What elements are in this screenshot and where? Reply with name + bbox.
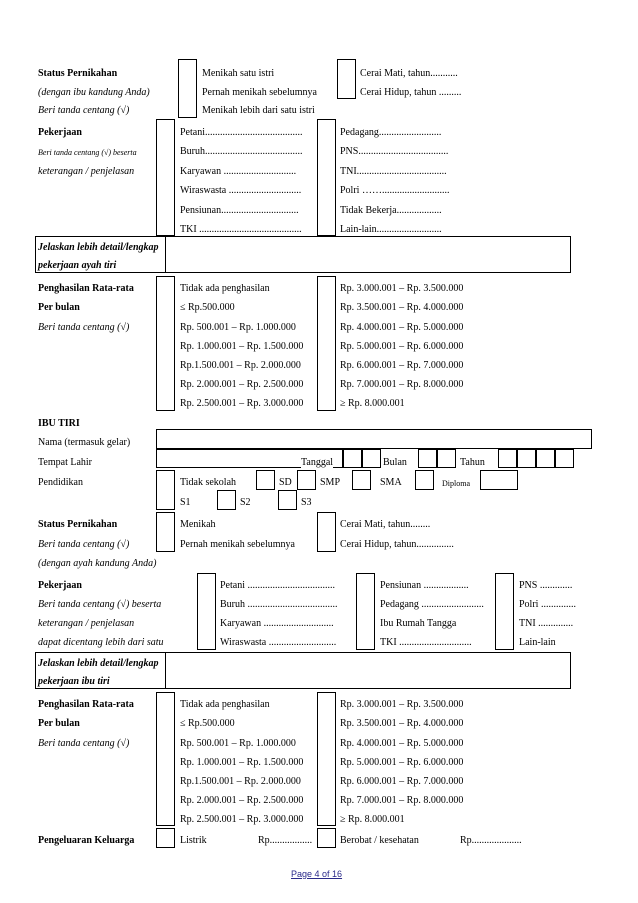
pekerjaan-checkbox-column[interactable]: [356, 573, 375, 650]
pekerjaan-option: Pedagang .........................: [380, 599, 484, 610]
penghasilan-option: Rp. 3.500.001 – Rp. 4.000.000: [340, 718, 464, 729]
status-checkbox-column[interactable]: [178, 59, 197, 118]
status-option: Pernah menikah sebelumnya: [180, 539, 295, 550]
tempat-lahir-label: Tempat Lahir: [38, 457, 92, 468]
status-note: (dengan ayah kandung Anda): [38, 558, 157, 569]
pendidikan-option: SMA: [380, 477, 402, 488]
pekerjaan-option: Pensiunan ..................: [380, 580, 469, 591]
pendidikan-checkbox-column[interactable]: [156, 470, 175, 510]
penghasilan-option: ≤ Rp.500.000: [180, 302, 235, 313]
pendidikan-option: SMP: [320, 477, 341, 488]
pekerjaan-detail-input[interactable]: [165, 236, 571, 273]
pekerjaan-option: Lain-lain: [519, 637, 556, 648]
pekerjaan-option: Buruh ....................................: [220, 599, 338, 610]
pekerjaan-option: Polri ……...........................: [340, 185, 450, 196]
pekerjaan-checkbox-column[interactable]: [197, 573, 216, 650]
status-title: Status Pernikahan: [38, 519, 118, 530]
status-note: Beri tanda centang (√): [38, 539, 130, 550]
penghasilan-option: Rp. 500.001 – Rp. 1.000.000: [180, 738, 296, 749]
penghasilan-option: Rp. 1.000.001 – Rp. 1.500.000: [180, 757, 304, 768]
pekerjaan-detail-input[interactable]: [165, 652, 571, 689]
tanggal-box[interactable]: [343, 449, 362, 468]
pekerjaan-option: Tidak Bekerja..................: [340, 205, 442, 216]
pendidikan-option: S3: [301, 497, 312, 508]
pekerjaan-option: Petani ...................................: [220, 580, 335, 591]
pendidikan-checkbox[interactable]: [415, 470, 434, 490]
detail-label: pekerjaan ayah tiri: [38, 260, 117, 271]
penghasilan-option: Rp. 2.000.001 – Rp. 2.500.000: [180, 795, 304, 806]
penghasilan-option: Rp. 5.000.001 – Rp. 6.000.000: [340, 757, 464, 768]
penghasilan-title: Penghasilan Rata-rata: [38, 283, 134, 294]
detail-label: pekerjaan ibu tiri: [38, 676, 110, 687]
status-option: Cerai Mati, tahun...........: [360, 68, 458, 79]
pekerjaan-option: PNS....................................: [340, 146, 449, 157]
pekerjaan-option: Wiraswasta ...........................: [220, 637, 337, 648]
penghasilan-option: Rp. 6.000.001 – Rp. 7.000.000: [340, 360, 464, 371]
penghasilan-checkbox-column[interactable]: [156, 276, 175, 411]
pekerjaan-option: TKI .........................................: [180, 224, 302, 235]
nama-label: Nama (termasuk gelar): [38, 437, 131, 448]
pendidikan-checkbox[interactable]: [278, 490, 297, 510]
tahun-box[interactable]: [555, 449, 574, 468]
pekerjaan-note: dapat dicentang lebih dari satu: [38, 637, 164, 648]
listrik-amount[interactable]: Rp.................: [258, 835, 313, 846]
tahun-box[interactable]: [517, 449, 536, 468]
pendidikan-option: SD: [279, 477, 292, 488]
pendidikan-checkbox[interactable]: [256, 470, 275, 490]
pekerjaan-option: Polri ..............: [519, 599, 576, 610]
penghasilan-note: Beri tanda centang (√): [38, 738, 130, 749]
penghasilan-option: Rp. 500.001 – Rp. 1.000.000: [180, 322, 296, 333]
status-option: Cerai Mati, tahun........: [340, 519, 431, 530]
berobat-label: Berobat / kesehatan: [340, 835, 419, 846]
detail-label: Jelaskan lebih detail/lengkap: [38, 242, 159, 253]
penghasilan-option: Rp.1.500.001 – Rp. 2.000.000: [180, 360, 301, 371]
pendidikan-checkbox[interactable]: [297, 470, 316, 490]
status-option: Pernah menikah sebelumnya: [202, 87, 317, 98]
pekerjaan-option: Wiraswasta .............................: [180, 185, 302, 196]
section-heading: IBU TIRI: [38, 418, 80, 429]
penghasilan-title: Penghasilan Rata-rata: [38, 699, 134, 710]
penghasilan-note: Beri tanda centang (√): [38, 322, 130, 333]
tahun-box[interactable]: [498, 449, 517, 468]
pekerjaan-title: Pekerjaan: [38, 580, 82, 591]
penghasilan-checkbox-column[interactable]: [156, 692, 175, 826]
pekerjaan-option: Karyawan .............................: [180, 166, 297, 177]
status-note: (dengan ibu kandung Anda): [38, 87, 150, 98]
diploma-input[interactable]: [480, 470, 518, 490]
status-checkbox-column[interactable]: [156, 512, 175, 552]
pendidikan-option: S2: [240, 497, 251, 508]
penghasilan-option: Rp. 2.000.001 – Rp. 2.500.000: [180, 379, 304, 390]
penghasilan-option: Tidak ada penghasilan: [180, 283, 270, 294]
pendidikan-label: Pendidikan: [38, 477, 83, 488]
berobat-amount[interactable]: Rp....................: [460, 835, 522, 846]
status-option: Cerai Hidup, tahun .........: [360, 87, 462, 98]
pekerjaan-option: Lain-lain..........................: [340, 224, 442, 235]
pekerjaan-note: keterangan / penjelasan: [38, 618, 135, 629]
penghasilan-option: Rp. 7.000.001 – Rp. 8.000.000: [340, 379, 464, 390]
status-note: Beri tanda centang (√): [38, 105, 130, 116]
penghasilan-checkbox-column[interactable]: [317, 276, 336, 411]
pekerjaan-checkbox-column[interactable]: [156, 119, 175, 236]
status-option: Menikah: [180, 519, 216, 530]
penghasilan-option: Rp. 6.000.001 – Rp. 7.000.000: [340, 776, 464, 787]
tahun-label: Tahun: [460, 457, 485, 468]
tanggal-box[interactable]: [362, 449, 381, 468]
pekerjaan-option: TNI....................................: [340, 166, 447, 177]
pekerjaan-option: Ibu Rumah Tangga: [380, 618, 457, 629]
pekerjaan-option: Pedagang.........................: [340, 127, 442, 138]
pendidikan-checkbox[interactable]: [217, 490, 236, 510]
penghasilan-checkbox-column[interactable]: [317, 692, 336, 826]
status-option: Menikah satu istri: [202, 68, 275, 79]
berobat-checkbox[interactable]: [317, 828, 336, 848]
bulan-box[interactable]: [418, 449, 437, 468]
penghasilan-option: Rp.1.500.001 – Rp. 2.000.000: [180, 776, 301, 787]
bulan-label: Bulan: [383, 457, 407, 468]
penghasilan-option: Rp. 3.500.001 – Rp. 4.000.000: [340, 302, 464, 313]
status-checkbox-column[interactable]: [337, 59, 356, 99]
pekerjaan-option: Petani.......................................: [180, 127, 303, 138]
penghasilan-option: ≤ Rp.500.000: [180, 718, 235, 729]
pekerjaan-checkbox-column[interactable]: [317, 119, 336, 236]
status-checkbox-column[interactable]: [317, 512, 336, 552]
tanggal-label: Tanggal: [301, 457, 334, 468]
pekerjaan-option: PNS .............: [519, 580, 573, 591]
pekerjaan-note: Beri tanda centang (√) beserta: [38, 599, 162, 610]
pekerjaan-option: Pensiunan...............................: [180, 205, 299, 216]
penghasilan-title: Per bulan: [38, 302, 80, 313]
bulan-box[interactable]: [437, 449, 456, 468]
detail-label: Jelaskan lebih detail/lengkap: [38, 658, 159, 669]
penghasilan-option: Tidak ada penghasilan: [180, 699, 270, 710]
pendidikan-option: Tidak sekolah: [180, 477, 237, 488]
pendidikan-checkbox[interactable]: [352, 470, 371, 490]
penghasilan-title: Per bulan: [38, 718, 80, 729]
penghasilan-option: Rp. 8.000.001: [348, 814, 405, 825]
pekerjaan-option: Karyawan ............................: [220, 618, 334, 629]
pendidikan-option: S1: [180, 497, 191, 508]
page-number: Page 4 of 16: [291, 869, 343, 879]
listrik-label: Listrik: [180, 835, 207, 846]
pekerjaan-note: keterangan / penjelasan: [38, 166, 135, 177]
penghasilan-option: Rp. 3.000.001 – Rp. 3.500.000: [340, 699, 464, 710]
pekerjaan-option: TKI .............................: [380, 637, 472, 648]
tahun-box[interactable]: [536, 449, 555, 468]
penghasilan-option: Rp. 2.500.001 – Rp. 3.000.000: [180, 814, 304, 825]
penghasilan-option: Rp. 7.000.001 – Rp. 8.000.000: [340, 795, 464, 806]
status-option: Cerai Hidup, tahun...............: [340, 539, 454, 550]
penghasilan-option: Rp. 4.000.001 – Rp. 5.000.000: [340, 738, 464, 749]
nama-input[interactable]: [156, 429, 592, 449]
status-option: Menikah lebih dari satu istri: [202, 105, 315, 116]
pendidikan-option: Diploma: [442, 479, 470, 488]
pengeluaran-title: Pengeluaran Keluarga: [38, 835, 135, 846]
penghasilan-option: Rp. 1.000.001 – Rp. 1.500.000: [180, 341, 304, 352]
pekerjaan-option: TNI ..............: [519, 618, 574, 629]
penghasilan-option: Rp. 3.000.001 – Rp. 3.500.000: [340, 283, 464, 294]
penghasilan-option: Rp. 5.000.001 – Rp. 6.000.000: [340, 341, 464, 352]
pekerjaan-note: Beri tanda centang (√) beserta: [38, 148, 137, 157]
status-title: Status Pernikahan: [38, 68, 118, 79]
penghasilan-option: Rp. 2.500.001 – Rp. 3.000.000: [180, 398, 304, 409]
penghasilan-option: ≥ Rp. 8.000.001: [340, 398, 405, 409]
pekerjaan-title: Pekerjaan: [38, 127, 82, 138]
penghasilan-option: Rp. 4.000.001 – Rp. 5.000.000: [340, 322, 464, 333]
penghasilan-option-prefix: ≥ Rp. 8.000.001: [340, 814, 405, 825]
listrik-checkbox[interactable]: [156, 828, 175, 848]
pekerjaan-checkbox-column[interactable]: [495, 573, 514, 650]
pekerjaan-option: Buruh.......................................: [180, 146, 303, 157]
